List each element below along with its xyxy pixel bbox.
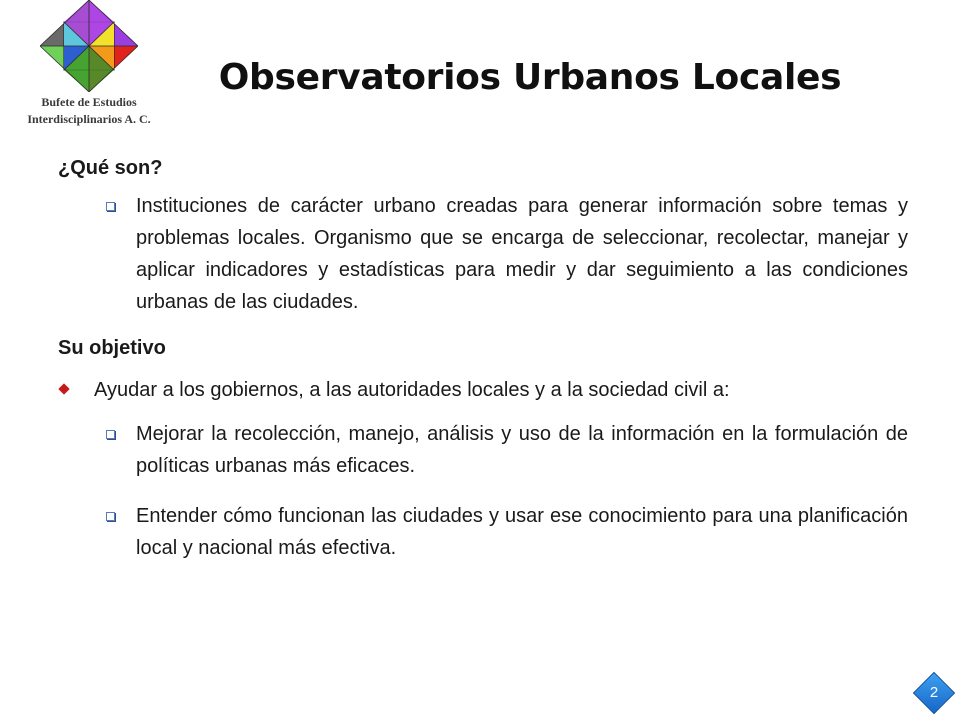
- logo-line-1: Bufete de Estudios: [41, 95, 137, 109]
- list-item: [136, 190, 908, 318]
- list-item-text: Ayudar a los gobiernos, a las autoridades locales y a la sociedad civil a:: [94, 379, 730, 401]
- list-item: [136, 418, 908, 482]
- logo-caption: [14, 94, 164, 128]
- list-item-text: Entender cómo funcionan las ciudades y usar ese conocimiento para una planificación local y nacional más efectiva.: [136, 505, 908, 559]
- slide-body: [58, 152, 908, 564]
- list-item-text: Instituciones de carácter urbano creadas para generar información sobre temas y problemas locales. Organismo que se encarga de seleccionar, recolectar, manejar y aplicar indicadores y estadísticas para medir y dar seguimiento a las condiciones urbanas de las ciudades.: [136, 195, 908, 313]
- section-heading-que-son: ¿Qué son?: [58, 157, 163, 179]
- diamond-bullet-icon: [58, 383, 69, 394]
- section-heading-objetivo: Su objetivo: [58, 337, 166, 359]
- list-item-text: Mejorar la recolección, manejo, análisis y uso de la información en la formulación de políticas urbanas más eficaces.: [136, 423, 908, 477]
- page-number: 2: [929, 684, 939, 701]
- square-bullet-icon: [106, 430, 115, 439]
- page-title: Observatorios Urbanos Locales: [218, 57, 842, 98]
- square-bullet-icon: [106, 512, 115, 521]
- logo: [14, 0, 164, 135]
- page-number-badge: [913, 672, 955, 714]
- square-bullet-icon: [106, 202, 115, 211]
- multicolor-diamond-logo-icon: [40, 0, 138, 92]
- list-item: [94, 374, 908, 406]
- list-item: [136, 500, 908, 564]
- logo-line-2: Interdisciplinarios A. C.: [27, 112, 151, 126]
